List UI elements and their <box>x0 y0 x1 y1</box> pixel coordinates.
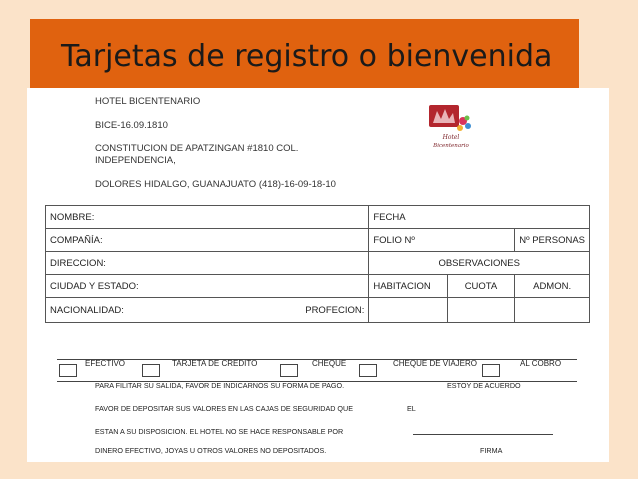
logo-text-2: Bicentenario <box>433 143 469 149</box>
checkbox-cheque[interactable] <box>280 364 298 377</box>
note-line-2: FAVOR DE DEPOSITAR SUS VALORES EN LAS CAJAS DE SEGURIDAD QUE <box>95 404 354 413</box>
note-line-4: DINERO EFECTIVO, JOYAS U OTROS VALORES NO DEPOSITADOS. <box>95 446 327 455</box>
note-line-1: PARA FILITAR SU SALIDA, FAVOR DE INDICARNOS SU FORMA DE PAGO. <box>95 381 345 390</box>
note-line-3: ESTAN A SU DISPOSICION. EL HOTEL NO SE HACE RESPONSABLE POR <box>95 427 344 436</box>
label-cheque: CHEQUE <box>312 359 347 368</box>
label-viajero: CHEQUE DE VIAJERO <box>393 359 478 368</box>
address-line-1: CONSTITUCION DE APATZINGAN #1810 COL. <box>95 143 299 154</box>
label-firma: FIRMA <box>480 446 503 455</box>
field-direccion[interactable]: DIRECCION: <box>46 252 369 275</box>
field-ciudad[interactable]: CIUDAD Y ESTADO: <box>46 275 369 298</box>
field-observaciones: OBSERVACIONES <box>369 252 590 275</box>
city-phone: DOLORES HIDALGO, GUANAJUATO (418)-16-09-18-10 <box>95 179 336 190</box>
address-line-2: INDEPENDENCIA, <box>95 155 176 166</box>
field-habitacion[interactable]: HABITACION <box>369 275 447 298</box>
registration-table <box>45 205 590 323</box>
checkbox-efectivo[interactable] <box>59 364 77 377</box>
field-nombre[interactable]: NOMBRE: <box>46 206 369 229</box>
field-compania[interactable]: COMPAÑÍA: <box>46 229 369 252</box>
hotel-code: BICE-16.09.1810 <box>95 120 168 131</box>
field-nacionalidad-profesion[interactable] <box>46 298 369 323</box>
slide-title: Tarjetas de registro o bienvenida <box>61 39 553 74</box>
hotel-logo <box>425 101 477 153</box>
nacionalidad-label: NACIONALIDAD: <box>50 304 124 316</box>
field-admon[interactable]: ADMON. <box>515 275 590 298</box>
hotel-name: HOTEL BICENTENARIO <box>95 96 201 107</box>
checkbox-viajero[interactable] <box>359 364 377 377</box>
cell-habitacion-value[interactable] <box>369 298 447 323</box>
field-personas[interactable]: Nº PERSONAS <box>515 229 590 252</box>
label-al-cobro: AL COBRO <box>520 359 562 368</box>
title-band <box>30 19 579 88</box>
note-acuerdo: ESTOY DE ACUERDO <box>447 381 521 390</box>
profesion-label: PROFECION: <box>305 304 365 316</box>
field-folio[interactable]: FOLIO Nº <box>369 229 515 252</box>
label-tarjeta: TARJETA DE CREDITO <box>172 359 258 368</box>
label-efectivo: EFECTIVO <box>85 359 126 368</box>
note-el: EL <box>407 404 416 413</box>
cell-admon-value[interactable] <box>515 298 590 323</box>
registration-card <box>27 88 609 462</box>
field-fecha[interactable]: FECHA <box>369 206 590 229</box>
checkbox-al-cobro[interactable] <box>482 364 500 377</box>
checkbox-tarjeta[interactable] <box>142 364 160 377</box>
signature-line[interactable] <box>413 434 553 435</box>
cell-cuota-value[interactable] <box>447 298 515 323</box>
field-cuota[interactable]: CUOTA <box>447 275 515 298</box>
logo-text-1: Hotel <box>442 134 460 141</box>
